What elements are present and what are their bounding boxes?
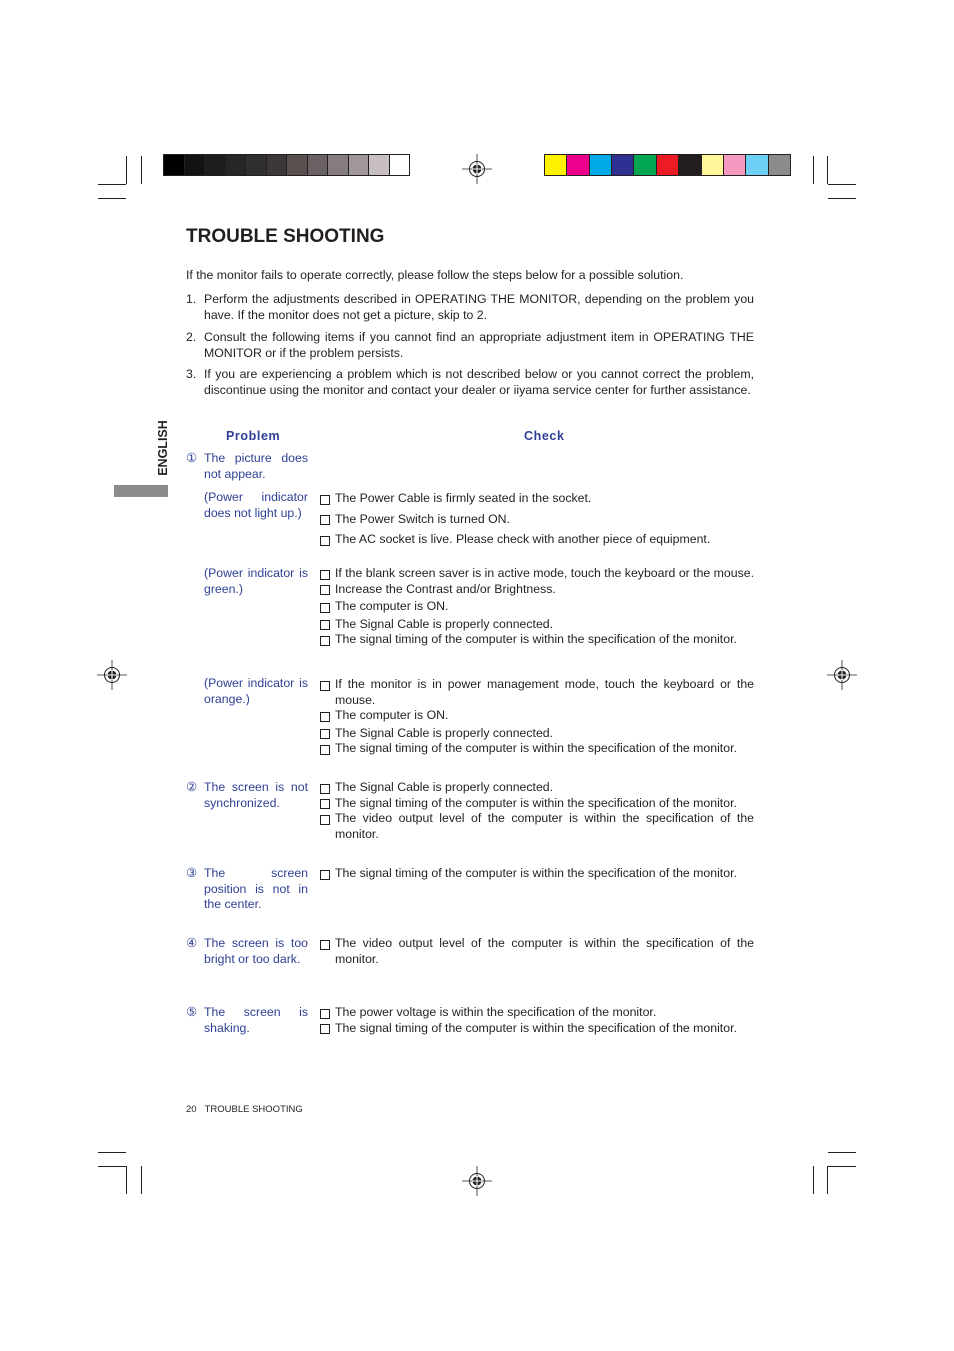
color-swatch: [634, 155, 656, 175]
step-number: 2.: [186, 330, 197, 344]
color-swatch: [267, 155, 288, 175]
problem-text: The screen is shaking.: [204, 1005, 308, 1035]
check-list-2: [320, 780, 754, 842]
check-item: If the blank screen saver is in active mode, touch the keyboard or the mouse.: [320, 566, 754, 582]
problem-1: [186, 451, 308, 482]
problem-3: [186, 866, 308, 913]
check-item: The signal timing of the computer is within the specification of the monitor.: [320, 741, 754, 757]
step-item: [186, 367, 754, 398]
color-swatch: [590, 155, 612, 175]
registration-mark-left-icon: [97, 660, 127, 690]
page-number: 20: [186, 1104, 197, 1115]
color-swatch: [328, 155, 349, 175]
check-item: The AC socket is live. Please check with another piece of equipment.: [320, 532, 754, 548]
color-swatch: [390, 155, 410, 175]
problem-subcase-label: (Power indicator is green.): [204, 566, 308, 596]
check-item: The Signal Cable is properly connected.: [320, 726, 754, 742]
check-list-1a: [320, 491, 754, 548]
problem-column-header: Problem: [226, 429, 281, 443]
color-swatch: [702, 155, 724, 175]
problem-5: [186, 1005, 308, 1036]
intro-text: If the monitor fails to operate correctly, please follow the steps below for a possible solution.: [186, 268, 684, 282]
problem-number: ④: [186, 936, 198, 950]
side-tab-marker: [114, 485, 168, 497]
step-number: 3.: [186, 367, 197, 381]
step-item: [186, 292, 754, 323]
step-text: Consult the following items if you cannot find an appropriate adjustment item in OPERATING THE MONITOR or if the problem persists.: [204, 330, 754, 360]
check-item: The computer is ON.: [320, 599, 754, 615]
check-item: If the monitor is in power management mode, touch the keyboard or the mouse.: [320, 677, 754, 708]
language-side-tab: [155, 418, 171, 478]
problem-number: ③: [186, 866, 198, 880]
intro-paragraph: [186, 268, 754, 284]
step-item: [186, 330, 754, 361]
problem-text: The screen is too bright or too dark.: [204, 936, 308, 966]
problem-1b: [186, 566, 308, 597]
check-item: The signal timing of the computer is within the specification of the monitor.: [320, 796, 754, 812]
check-list-1c: [320, 677, 754, 757]
color-swatch: [679, 155, 701, 175]
problem-number: ①: [186, 451, 198, 465]
check-list-4: [320, 936, 754, 967]
cmyk-color-bar: [544, 154, 791, 176]
check-item: The Signal Cable is properly connected.: [320, 617, 754, 633]
color-swatch: [349, 155, 370, 175]
check-list-5: [320, 1005, 754, 1036]
color-swatch: [545, 155, 567, 175]
check-item: The video output level of the computer is within the specification of the monitor.: [320, 811, 754, 842]
color-swatch: [205, 155, 226, 175]
color-swatch: [185, 155, 206, 175]
color-swatch: [657, 155, 679, 175]
check-column-header: Check: [524, 429, 565, 443]
step-text: Perform the adjustments described in OPERATING THE MONITOR, depending on the problem you have. If the monitor does not get a picture, skip to 2.: [204, 292, 754, 322]
registration-mark-right-icon: [827, 660, 857, 690]
check-item: The Signal Cable is properly connected.: [320, 780, 754, 796]
registration-mark-bottom-icon: [462, 1166, 492, 1196]
problem-4: [186, 936, 308, 967]
check-item: The signal timing of the computer is within the specification of the monitor.: [320, 1021, 754, 1037]
language-label: ENGLISH: [156, 420, 170, 476]
check-item: The signal timing of the computer is within the specification of the monitor.: [320, 632, 754, 648]
footer-section-title: TROUBLE SHOOTING: [204, 1104, 303, 1115]
check-item: The video output level of the computer is within the specification of the monitor.: [320, 936, 754, 967]
problem-text: The screen is not synchronized.: [204, 780, 308, 810]
problem-2: [186, 780, 308, 811]
check-list-1b: [320, 566, 754, 648]
color-swatch: [724, 155, 746, 175]
page-footer: [186, 1104, 303, 1115]
registration-mark-top-icon: [462, 154, 492, 184]
color-swatch: [246, 155, 267, 175]
check-item: The signal timing of the computer is within the specification of the monitor.: [320, 866, 754, 882]
check-item: Increase the Contrast and/or Brightness.: [320, 582, 754, 598]
problem-number: ⑤: [186, 1005, 198, 1019]
check-item: The Power Switch is turned ON.: [320, 512, 754, 528]
color-swatch: [287, 155, 308, 175]
problem-1c: [186, 676, 308, 707]
grayscale-color-bar: [163, 154, 410, 176]
problem-text: The picture does not appear.: [204, 451, 308, 481]
color-swatch: [226, 155, 247, 175]
problem-1a: [186, 490, 308, 521]
check-item: The power voltage is within the specification of the monitor.: [320, 1005, 754, 1021]
color-swatch: [164, 155, 185, 175]
color-swatch: [746, 155, 768, 175]
check-item: The computer is ON.: [320, 708, 754, 724]
problem-subcase-label: (Power indicator does not light up.): [204, 490, 308, 520]
color-swatch: [308, 155, 329, 175]
check-item: The Power Cable is firmly seated in the socket.: [320, 491, 754, 507]
problem-subcase-label: (Power indicator is orange.): [204, 676, 308, 706]
color-swatch: [769, 155, 790, 175]
step-text: If you are experiencing a problem which is not described below or you cannot correct the problem, discontinue using the monitor and contact your dealer or iiyama service center for further assistance.: [204, 367, 754, 397]
problem-number: ②: [186, 780, 198, 794]
problem-text: The screen position is not in the center.: [204, 866, 308, 911]
page-title: TROUBLE SHOOTING: [186, 226, 385, 247]
color-swatch: [369, 155, 390, 175]
step-number: 1.: [186, 292, 197, 306]
color-swatch: [567, 155, 589, 175]
check-list-3: [320, 866, 754, 882]
color-swatch: [612, 155, 634, 175]
